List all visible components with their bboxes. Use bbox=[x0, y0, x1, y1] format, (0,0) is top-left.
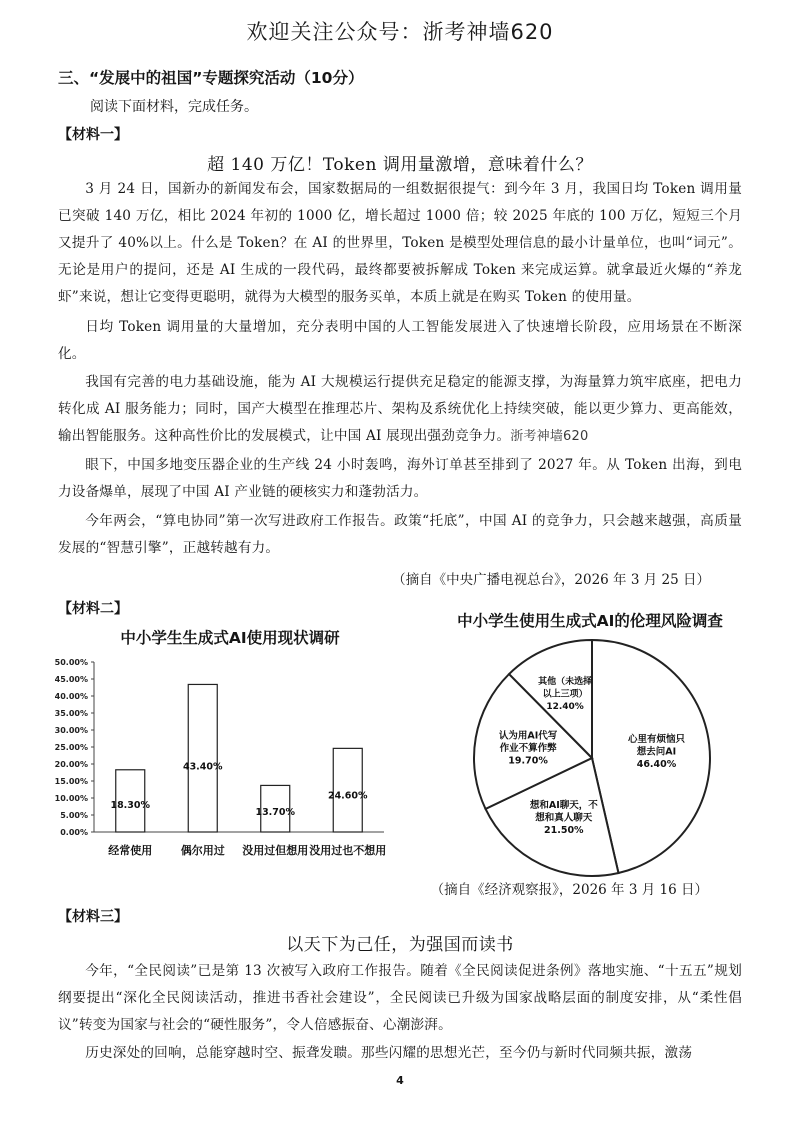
material3-label: 【材料三】 bbox=[58, 909, 128, 925]
bar-category-label: 偶尔用过 bbox=[180, 844, 225, 857]
pie-chart-title: 中小学生使用生成式AI的伦理风险调查 bbox=[457, 612, 723, 630]
bar-y-tick-label: 50.00% bbox=[54, 658, 88, 667]
material1-title: 超 140 万亿！Token 调用量激增，意味着什么？ bbox=[207, 155, 593, 175]
bar-category-label: 经常使用 bbox=[108, 844, 153, 857]
page-number: 4 bbox=[396, 1074, 404, 1087]
material1-paragraph-4: 眼下，中国多地变压器企业的生产线 24 小时轰鸣，海外订单甚至排到了 2027 年。从 Token 出海，到电力设备爆单，展现了中国 AI 产业链的硬核实力和蓬勃活力。 bbox=[58, 457, 742, 500]
material2-source: （摘自《经济观察报》，2026 年 3 月 16 日） bbox=[430, 882, 708, 898]
pie-slice-label: 心里有烦恼只 bbox=[627, 734, 686, 746]
bar-value-label: 18.30% bbox=[110, 800, 151, 812]
bar bbox=[188, 684, 217, 832]
bar-y-tick-label: 20.00% bbox=[54, 760, 88, 769]
pie-slice-label: 以上三项） bbox=[542, 689, 588, 700]
pie-slice-label: 想和AI聊天，不 bbox=[529, 800, 598, 811]
instruction: 阅读下面材料，完成任务。 bbox=[90, 99, 258, 115]
material3-title: 以天下为己任，为强国而读书 bbox=[286, 935, 514, 955]
bar-y-tick-label: 15.00% bbox=[54, 777, 88, 786]
pie-slice-label: 认为用AI代写 bbox=[498, 730, 558, 742]
material1-paragraph-2: 日均 Token 调用量的大量增加，充分表明中国的人工智能发展进入了快速增长阶段，应用场景在不断深化。 bbox=[58, 319, 742, 362]
pie-slice-label: 作业不算作弊 bbox=[499, 742, 557, 754]
bar-y-tick-label: 30.00% bbox=[54, 726, 88, 735]
header-banner: 欢迎关注公众号：浙考神墙620 bbox=[246, 20, 554, 44]
pie-slice-value: 21.50% bbox=[544, 825, 584, 836]
bar-y-tick-label: 5.00% bbox=[60, 811, 88, 820]
bar-value-label: 13.70% bbox=[255, 807, 296, 819]
bar-y-tick-label: 45.00% bbox=[54, 675, 88, 684]
bar-y-tick-label: 35.00% bbox=[54, 709, 88, 718]
pie-slice-label: 其他（未选择 bbox=[538, 677, 593, 687]
bar-value-label: 24.60% bbox=[327, 790, 368, 802]
material3-paragraph-2: 历史深处的回响，总能穿越时空、振聋发聩。那些闪耀的思想光芒，至今仍与新时代同频共振，激荡 bbox=[85, 1045, 693, 1061]
material1-paragraph-3 bbox=[58, 369, 742, 450]
material2-label: 【材料二】 bbox=[58, 601, 128, 617]
pie-slice-value: 46.40% bbox=[636, 759, 677, 771]
pie-slice-label: 想去问AI bbox=[636, 746, 677, 758]
material1-label: 【材料一】 bbox=[58, 127, 128, 143]
bar-category-label: 没用过也不想用 bbox=[309, 844, 387, 857]
pie-slice-value: 12.40% bbox=[546, 702, 584, 712]
bar-y-tick-label: 10.00% bbox=[54, 794, 88, 803]
pie-slice-label: 想和真人聊天 bbox=[535, 812, 593, 824]
bar-category-label: 没用过但想用 bbox=[242, 844, 309, 857]
material1-paragraph-3-text: 我国有完善的电力基础设施，能为 AI 大规模运行提供充足稳定的能源支撑，为海量算力筑牢底座，把电力转化成 AI 服务能力；同时，国产大模型在推理芯片、架构及系统优化上持续突破，能以更少算力、更高能效，输出智能服务。这种高性价比的发展模式，让中国 AI 展现出强劲竞争力。 bbox=[58, 374, 742, 444]
bar-chart-title: 中小学生生成式AI使用现状调研 bbox=[120, 629, 340, 647]
bar-y-tick-label: 0.00% bbox=[60, 828, 88, 837]
pie-chart bbox=[470, 634, 730, 880]
material1-paragraph-1: 3 月 24 日，国新办的新闻发布会，国家数据局的一组数据很提气：到今年 3 月，我国日均 Token 调用量已突破 140 万亿，相比 2024 年初的 1000 亿，增长超过 1000 倍；较 2025 年底的 100 万亿，短短三个月又提升了 40%以上。什么是 Token？在 AI 的世界里，Token 是模型处理信息的最小计量单位，也叫“词元”。无论是用户的提问，还是 AI 生成的一段代码，最终都要被拆解成 Token 来完成运算。就拿最近火爆的“养龙虾”来说，想让它变得更聪明，就得为大模型的服务买单，本质上就是在购买 Token 的使用量。 bbox=[58, 181, 742, 305]
material3-paragraph-1: 今年，“全民阅读”已是第 13 次被写入政府工作报告。随着《全民阅读促进条例》落地实施、“十五五”规划纲要提出“深化全民阅读活动，推进书香社会建设”，全民阅读已升级为国家战略层面的制度安排，从“柔性倡议”转变为国家与社会的“硬性服务”，令人倍感振奋、心潮澎湃。 bbox=[58, 963, 742, 1033]
pie-slice-value: 19.70% bbox=[508, 755, 548, 767]
watermark-text: 浙考神墙620 bbox=[510, 429, 589, 444]
bar-chart bbox=[40, 652, 400, 862]
material1-source: （摘自《中央广播电视总台》，2026 年 3 月 25 日） bbox=[392, 572, 710, 588]
material1-paragraph-5: 今年两会，“算电协同”第一次写进政府工作报告。政策“托底”，中国 AI 的竞争力，只会越来越强，高质量发展的“智慧引擎”，正越转越有力。 bbox=[58, 513, 742, 556]
bar-y-tick-label: 25.00% bbox=[54, 743, 88, 752]
section-title: 三、“发展中的祖国”专题探究活动（10分） bbox=[58, 69, 364, 87]
bar-y-tick-label: 40.00% bbox=[54, 692, 88, 701]
bar-value-label: 43.40% bbox=[182, 761, 223, 773]
